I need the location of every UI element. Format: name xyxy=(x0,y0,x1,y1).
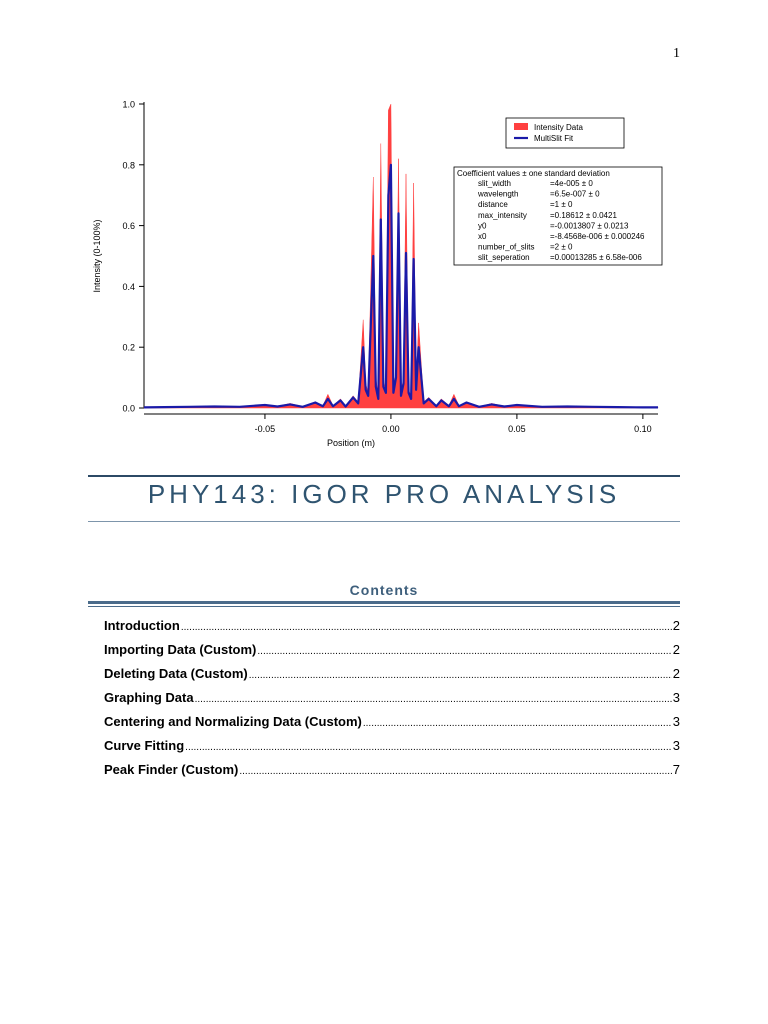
document-title: PHY143: IGOR PRO ANALYSIS xyxy=(147,479,621,509)
coefficient-value: =6.5e-007 ± 0 xyxy=(550,189,600,199)
toc-entry-page: 2 xyxy=(672,618,680,633)
x-axis-label: Position (m) xyxy=(326,438,376,448)
x-tick-label: 0.00 xyxy=(382,424,400,434)
y-tick-label: 0.6 xyxy=(122,221,135,232)
toc-entry-label: Introduction xyxy=(104,618,180,633)
y-tick-label: 0.4 xyxy=(122,281,135,292)
y-axis-label: Intensity (0-100%) xyxy=(92,219,102,293)
x-tick-label: 0.05 xyxy=(508,424,526,434)
coefficient-name: max_intensity xyxy=(478,210,527,220)
intensity-chart xyxy=(88,92,678,448)
toc-entry-label: Importing Data (Custom) xyxy=(104,642,257,657)
coefficient-box-title: Coefficient values ± one standard deviation xyxy=(457,169,610,178)
coefficient-name: y0 xyxy=(478,221,487,231)
toc-entry-page: 3 xyxy=(672,714,680,729)
contents-rule-thin xyxy=(88,606,680,607)
coefficient-name: distance xyxy=(478,200,508,210)
coefficient-value: =-8.4568e-006 ± 0.000246 xyxy=(550,232,645,241)
x-tick-label: 0.10 xyxy=(634,424,652,434)
toc-leader xyxy=(363,718,672,729)
toc-entry[interactable] xyxy=(104,762,680,786)
toc-entry-page: 3 xyxy=(672,690,680,705)
toc-entry[interactable] xyxy=(104,690,680,714)
toc-entry-label: Graphing Data xyxy=(104,690,194,705)
toc-entry[interactable] xyxy=(104,714,680,738)
legend-entry: MultiSlit Fit xyxy=(534,134,574,143)
coefficient-name: wavelength xyxy=(478,189,519,199)
x-tick-label: -0.05 xyxy=(254,424,276,434)
toc-entry[interactable] xyxy=(104,642,680,666)
toc-entry[interactable] xyxy=(104,618,680,642)
y-tick-label: 1.0 xyxy=(122,99,135,110)
contents-rule-thick xyxy=(88,601,680,604)
toc-entry-label: Peak Finder (Custom) xyxy=(104,762,239,777)
toc-entry-page: 2 xyxy=(672,666,680,681)
toc-entry-label: Centering and Normalizing Data (Custom) xyxy=(104,714,362,729)
toc-entry-label: Curve Fitting xyxy=(104,738,185,753)
toc-entry[interactable] xyxy=(104,738,680,762)
contents-heading: Contents xyxy=(349,582,419,598)
coefficient-name: number_of_slits xyxy=(478,242,535,252)
chart-legend xyxy=(506,118,624,148)
toc-entry[interactable] xyxy=(104,666,680,690)
coefficient-box xyxy=(454,167,662,265)
toc-entry-label: Deleting Data (Custom) xyxy=(104,666,248,681)
y-tick-label: 0.2 xyxy=(122,342,135,353)
toc-leader xyxy=(181,622,672,633)
y-tick-label: 0.0 xyxy=(122,403,135,414)
coefficient-value: =2 ± 0 xyxy=(550,242,573,252)
legend-swatch-area xyxy=(514,123,528,130)
coefficient-value: =0.00013285 ± 6.58e-006 xyxy=(550,253,642,263)
coefficient-value: =1 ± 0 xyxy=(550,200,573,210)
coefficient-name: slit_seperation xyxy=(478,253,530,263)
coefficient-value: =-0.0013807 ± 0.0213 xyxy=(550,221,629,231)
legend-entry: Intensity Data xyxy=(534,123,583,132)
page-number: 1 xyxy=(673,46,680,61)
y-tick-label: 0.8 xyxy=(122,160,135,171)
toc-entry-page: 2 xyxy=(672,642,680,657)
table-of-contents xyxy=(104,618,680,786)
toc-entry-page: 7 xyxy=(672,762,680,777)
toc-leader xyxy=(195,694,672,705)
coefficient-name: slit_width xyxy=(478,179,511,188)
coefficient-value: =0.18612 ± 0.0421 xyxy=(550,210,617,220)
toc-leader xyxy=(239,766,671,777)
toc-leader xyxy=(185,742,672,753)
toc-entry-page: 3 xyxy=(672,738,680,753)
title-block xyxy=(88,475,680,522)
coefficient-name: x0 xyxy=(478,232,487,241)
toc-leader xyxy=(257,646,671,657)
coefficient-value: =4e-005 ± 0 xyxy=(550,179,593,188)
toc-leader xyxy=(249,670,672,681)
